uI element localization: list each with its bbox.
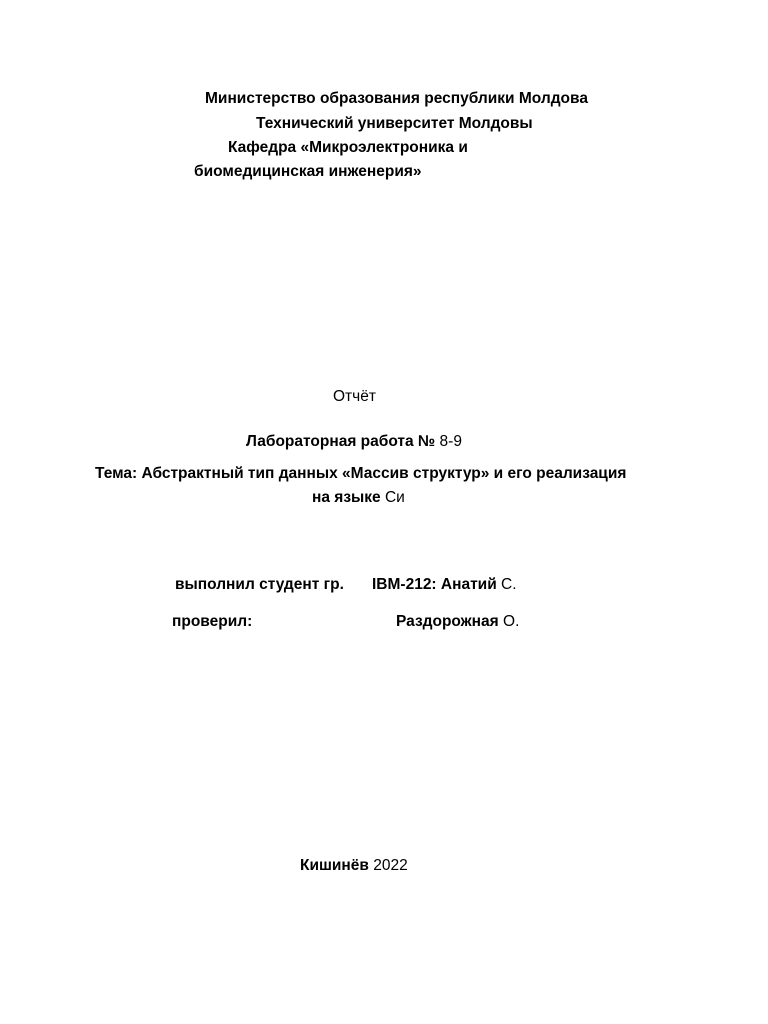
topic-line-1: Тема: Абстрактный тип данных «Массив структур» и его реализация	[95, 465, 627, 482]
checked-by-label: проверил:	[172, 613, 253, 630]
lab-work-number: 8-9	[439, 433, 462, 450]
department-line-1: Кафедра «Микроэлектроника и	[228, 139, 468, 156]
topic-line-2	[312, 488, 405, 508]
performed-by-label: выполнил студент гр.	[175, 576, 344, 593]
student-group-name: IBM-212: Анатий	[372, 576, 497, 593]
lab-work-line	[246, 432, 462, 452]
city-year-line	[300, 856, 408, 876]
topic-line-2-language: Си	[384, 489, 405, 506]
year: 2022	[373, 857, 408, 874]
university-line: Технический университет Молдовы	[256, 115, 533, 132]
student-initial: С.	[501, 576, 517, 593]
topic-line-2-bold: на языке	[312, 489, 381, 506]
checker-info	[396, 612, 519, 632]
report-title: Отчёт	[333, 388, 376, 405]
lab-work-label: Лабораторная работа №	[246, 433, 436, 450]
ministry-line: Министерство образования республики Молдова	[205, 90, 588, 107]
city: Кишинёв	[300, 857, 369, 874]
checker-initial: О.	[503, 613, 520, 630]
department-line-2: биомедицинская инженерия»	[194, 163, 422, 180]
checker-name: Раздорожная	[396, 613, 499, 630]
student-info	[372, 575, 517, 595]
